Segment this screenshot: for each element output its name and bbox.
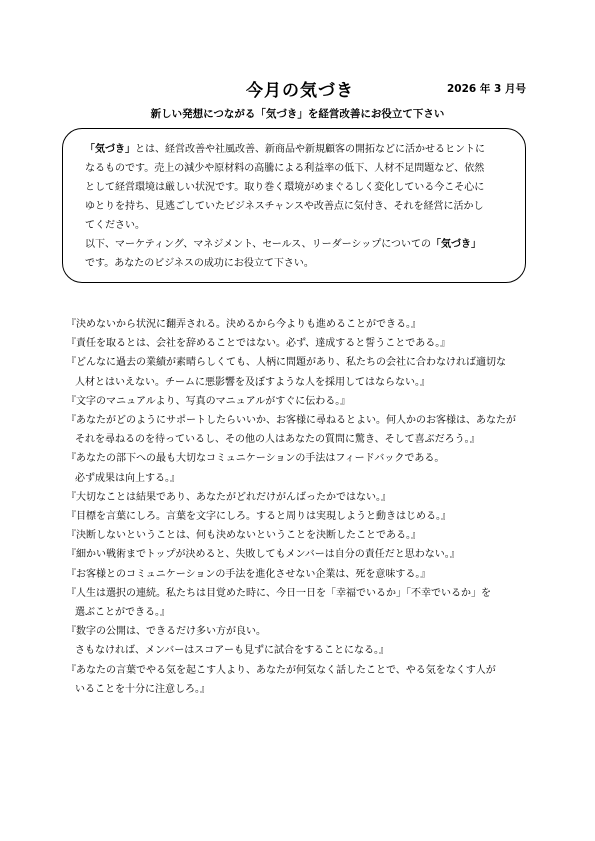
quote-line: 『責任を取るとは、会社を辞めることではない。必ず、達成すると誓うことである。』 [66,338,451,350]
quote-list [66,315,566,699]
quote-line: 『決めないから状況に翻弄される。決めるから今よりも進めることができる。』 [66,319,421,330]
intro-line: として経営環境は厳しい状況です。取り巻く環境がめまぐるしく変化している今こそ心に [85,182,485,193]
intro-line [85,140,509,159]
intro-box [62,128,526,283]
page-title: 今月の気づき [246,81,354,101]
intro-line [85,235,509,254]
intro-line: ゆとりを持ち、見逃ごしていたビジネスチャンスや改善点に気付き、それを経営に活かし [85,201,484,212]
intro-line: てください。 [85,220,145,231]
quote-line: 選ぶことができる。』 [75,607,170,619]
quote-line: 『あなたの言葉でやる気を起こす人より、あなたが何気なく話したことで、やる気をなくす人が [66,664,496,676]
intro-text: 以下、マーケティング、マネジメント、セールス、リーダーシップについての [85,239,431,250]
quote-line: 人材とはいえない。チームに悪影響を及ぼすような人を採用してはならない。』 [75,376,430,388]
quote-line: 『あなたの部下への最も大切なコミュニケーションの手法はフィードバックである。 [66,453,445,465]
quote-line: 『あなたがどのようにサポートしたらいいか、お客様に尋ねるとよい。何人かのお客様は、あなたが [66,415,516,427]
intro-line: なるものです。売上の減少や原材料の高騰による利益率の低下、人材不足問題など、依然 [85,163,485,174]
quote-line: 『人生は選択の連続。私たちは目覚めた時に、今日一日を「幸福でいるか」「不幸でいるか」を [66,587,491,599]
quote-line: 『どんなに過去の業績が素晴らしくても、人柄に問題があり、私たちの会社に合わなければ適切な [66,357,506,369]
quote-line: 『数字の公開は、できるだけ多い方が良い。 [66,626,266,638]
quote-line: いることを十分に注意しろ。』 [75,683,210,695]
page-subtitle: 新しい発想につながる「気づき」を経営改善にお役立て下さい [150,108,445,120]
intro-keyword: 「気づき」 [85,144,135,155]
quote-line: 『目標を言葉にしろ。言葉を文字にしろ。すると周りは実現しようと動きはじめる。』 [66,511,451,523]
intro-text: とは、経営改善や社風改善、新商品や新規顧客の開拓などに活かせるヒントに [135,144,485,155]
quote-line: 『大切なことは結果であり、あなたがどれだけがんばったかではない。』 [66,491,391,503]
quote-line: 『決断しないということは、何も決めないということを決断したことである。』 [66,530,421,542]
intro-line: です。あなたのビジネスの成功にお役立て下さい。 [85,258,314,269]
quote-line: さもなければ、メンバーはスコアーも見ずに試合をすることになる。』 [75,645,389,657]
intro-keyword: 「気づき」 [431,239,481,250]
quote-line: 『細かい戦術までトップが決めると、失敗してもメンバーは自分の責任だと思わない。』 [66,549,460,561]
quote-line: それを尋ねるのを待っているし、その他の人はあなたの質問に驚き、そして喜ぶだろう。』 [75,434,480,446]
quote-line: 『文字のマニュアルより、写真のマニュアルがすぐに伝わる。』 [66,395,351,407]
issue-date: 2026 年 3 月号 [447,83,526,95]
quote-line: 『お客様とのコミュニケーションの手法を進化させない企業は、死を意味する。』 [66,568,431,580]
quote-line: 必ず成果は向上する。』 [75,472,180,484]
